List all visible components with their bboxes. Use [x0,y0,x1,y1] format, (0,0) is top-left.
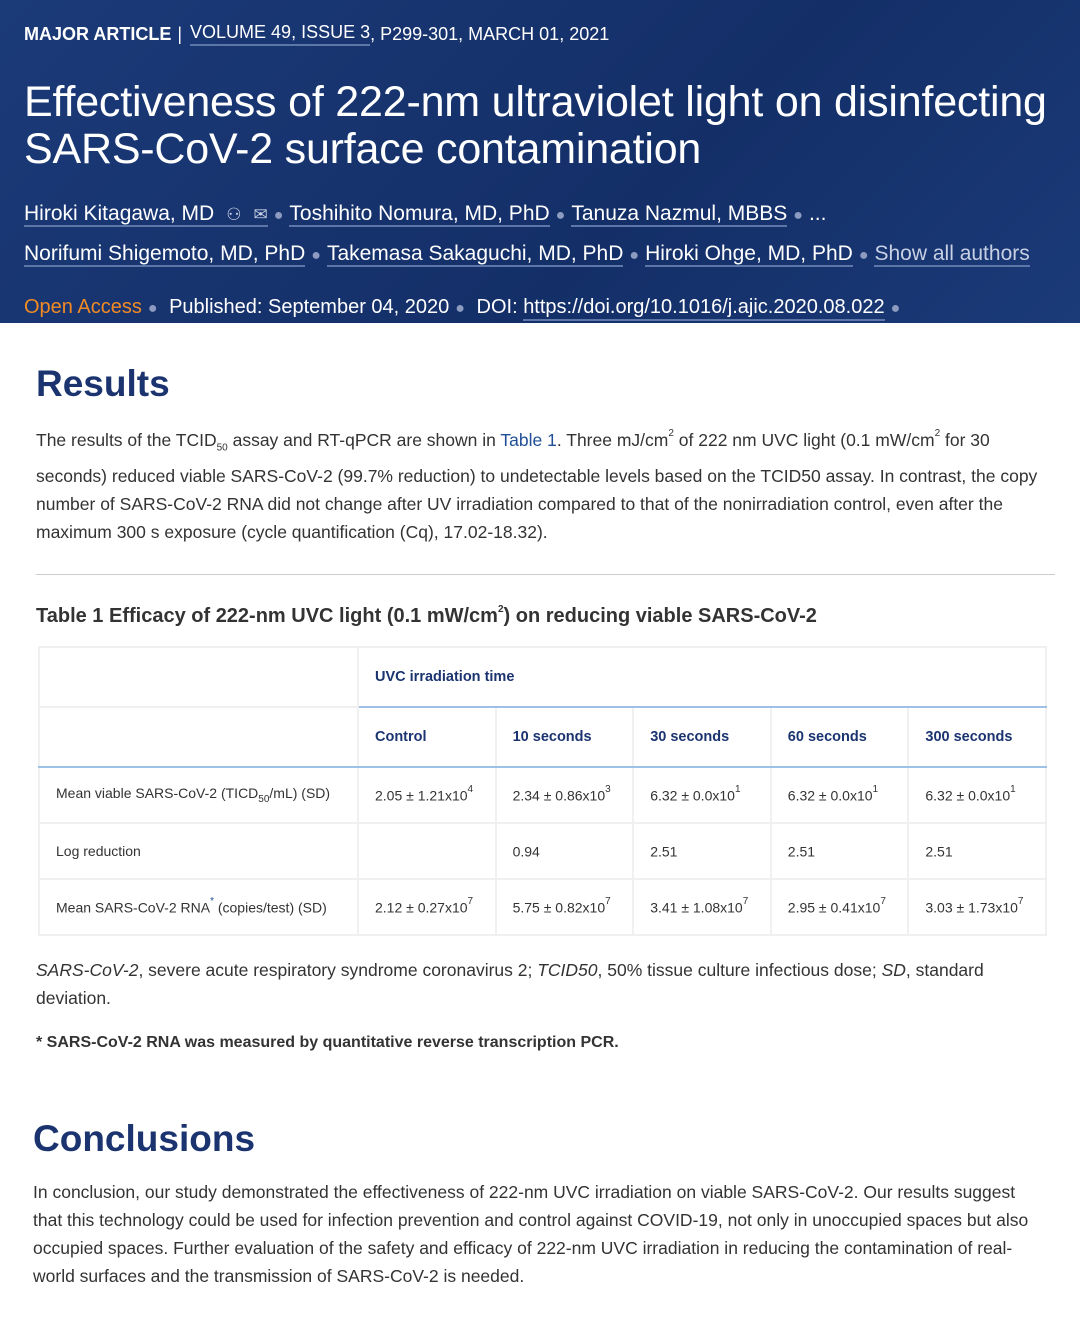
column-header: 300 seconds [908,707,1046,767]
pages-date: , P299-301, MARCH 01, 2021 [370,23,610,44]
article-header [0,0,1080,323]
article-title: Effectiveness of 222-nm ultraviolet light on disinfecting SARS-CoV-2 surface contamination [24,78,1047,173]
column-header: 60 seconds [771,707,909,767]
results-table [38,646,1047,936]
article-type: MAJOR ARTICLE [24,23,172,44]
table-cell: $2.05 \pm 1.21x10^4$ [358,767,496,823]
more-authors-ellipsis: ... [808,202,827,225]
separator-dot: ● [629,247,640,264]
published-date: Published: September 04, 2020 [169,296,450,318]
table-cell: $3.03 \pm 1.73x10^7$ [908,879,1046,935]
table-cell: 2.51 [633,823,771,879]
conclusions-paragraph: In conclusion, our study demonstrated the effectiveness of 222-nm UVC irradiation on viable SARS-CoV-2. Our results suggest that this technology could be used for infection prevention and control against COVID-19, not only in unoccupied spaces but also occupied spaces. Further evaluation of the safety and efficacy of 222-nm UVC irradiation in reducing the contamination of real-world surfaces and the transmission of SARS-CoV-2 is needed. [33,1182,1029,1287]
table-cell: $6.32 \pm 0.0x10^1$ [908,767,1046,823]
volume-link[interactable]: VOLUME 49, ISSUE 3 [190,22,370,46]
author-link[interactable]: Hiroki Ohge, MD, PhD [645,242,853,265]
publication-info: Open Access ● Published: September 04, 2020 ● DOI: https://doi.org/10.1016/j.ajic.2020.08.022 ● [24,296,1056,319]
separator-dot: ● [273,207,284,224]
results-heading: Results [36,363,170,404]
author-link[interactable]: Hiroki Kitagawa, MD ⚇ ✉ [24,202,268,227]
separator-dot: ● [311,247,321,264]
table-1-link[interactable]: Table 1 [500,429,557,450]
column-header: 30 seconds [633,707,771,767]
doi-label: DOI: [476,296,524,318]
article-meta [24,22,1056,46]
row-label: Mean viable SARS-CoV-2 $(TICD_{50}/mL)$ (SD) [39,767,358,823]
table-cell: $2.34 \pm 0.86x10^3$ [496,767,634,823]
divider [36,574,1055,575]
table-cell: $5.75 \pm 0.82x10^7$ [496,879,634,935]
table-row [39,767,1046,823]
table-cell: $3.41 \pm 1.08x10^7$ [633,879,771,935]
row-label: Mean SARS-CoV-2 RNA* (copies/test) (SD) [39,879,358,935]
group-header: UVC irradiation time [358,647,1046,707]
doi-link[interactable]: https://doi.org/10.1016/j.ajic.2020.08.022 [523,296,884,321]
table-cell: $6.32 \pm 0.0x10^1$ [633,767,771,823]
author-link[interactable]: Toshihito Nomura, MD, PhD [289,202,550,225]
author-list [24,195,1056,275]
table-cell: 2.51 [908,823,1046,879]
separator-dot: ● [555,207,566,224]
table-row [39,879,1046,935]
table-caption: Table 1 Efficacy of 222-nm UVC light (0.1 $mW/cm^2$) on reducing viable SARS-CoV-2 [36,603,817,628]
author-link[interactable]: Norifumi Shigemoto, MD, PhD [24,242,306,265]
separator-dot: ● [858,247,869,264]
conclusions-heading: Conclusions [33,1118,256,1160]
table-note: * SARS-CoV-2 RNA was measured by quantitative reverse transcription PCR. [36,1034,619,1052]
column-header: Control [358,707,496,767]
table-footnote: SARS-CoV-2, severe acute respiratory syndrome coronavirus 2; TCID50, 50% tissue culture infectious dose; SD, standard deviation. [36,960,984,1009]
results-paragraph: The results of the $TCID_{50}$ assay and RT-qPCR are shown in Table 1. Three $mJ/cm^2$ of 222 nm UVC light (0.1 $mW/cm^2$ for 30 seconds) reduced viable SARS-CoV-2 (99.7% reduction) to undetectable levels based on the TCID50 assay. In contrast, the copy number of SARS-CoV-2 RNA did not change after UV irradiation compared to that of the nonirradiation control, even after the maximum 300 s exposure (cycle quantification (Cq), 17.02-18.32). [36,428,1038,543]
mail-icon[interactable]: ✉ [253,205,268,224]
column-header: 10 seconds [496,707,634,767]
table-cell: 2.51 [771,823,909,879]
table-cell: $6.32 \pm 0.0x10^1$ [771,767,909,823]
table-row [39,823,1046,879]
table-cell [358,823,496,879]
table-cell: $2.95 \pm 0.41x10^7$ [771,879,909,935]
show-all-authors-link[interactable]: Show all authors [874,242,1030,265]
table-cell: 0.94 [496,823,634,879]
open-access-badge: Open Access [24,296,142,318]
person-icon[interactable]: ⚇ [226,205,242,224]
divider: | [177,23,183,44]
author-link[interactable]: Tanuza Nazmul, MBBS [571,202,788,225]
separator-dot: ● [793,207,803,224]
table-cell: $2.12 \pm 0.27x10^7$ [358,879,496,935]
author-link[interactable]: Takemasa Sakaguchi, MD, PhD [326,242,624,265]
row-label: Log reduction [39,823,358,879]
